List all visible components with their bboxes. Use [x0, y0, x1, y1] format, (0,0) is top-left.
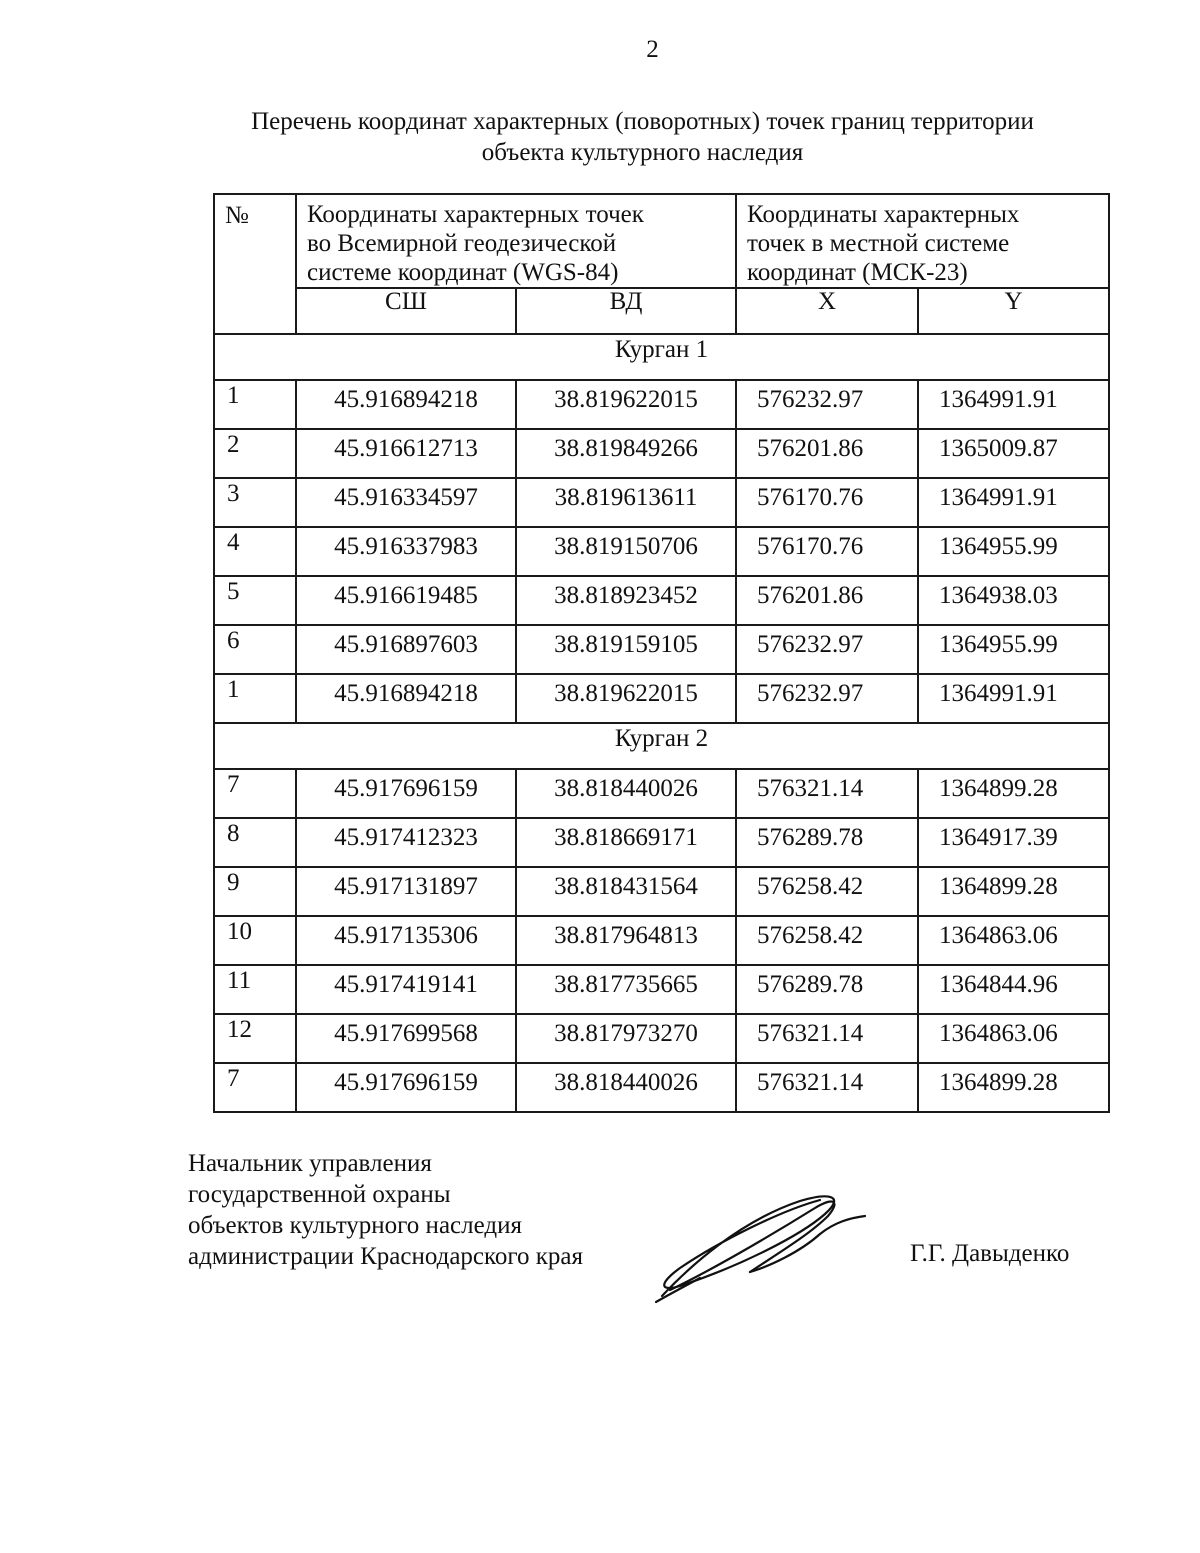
- document-title: [210, 106, 1075, 168]
- header-wgs84-line: Координаты характерных точек: [307, 201, 644, 228]
- x-coordinate-cell: 576201.86: [736, 429, 918, 478]
- longitude-cell: 38.818440026: [516, 769, 736, 818]
- y-coordinate-cell: 1364899.28: [918, 769, 1109, 818]
- table-header-row: [214, 194, 1109, 288]
- signatory-name: Г.Г. Давыденко: [910, 1240, 1070, 1267]
- table-row: [214, 818, 1109, 867]
- point-number-cell: 10: [214, 916, 296, 965]
- header-number: №: [214, 194, 296, 334]
- section-header-row: [214, 334, 1109, 380]
- x-coordinate-cell: 576321.14: [736, 769, 918, 818]
- y-coordinate-cell: 1364863.06: [918, 916, 1109, 965]
- table-row: [214, 674, 1109, 723]
- signatory-line: объектов культурного наследия: [188, 1212, 522, 1239]
- x-coordinate-cell: 576201.86: [736, 576, 918, 625]
- latitude-cell: 45.916619485: [296, 576, 516, 625]
- latitude-cell: 45.917696159: [296, 769, 516, 818]
- point-number-cell: 4: [214, 527, 296, 576]
- header-wgs84-line: системе координат (WGS-84): [307, 259, 619, 286]
- x-coordinate-cell: 576170.76: [736, 527, 918, 576]
- longitude-cell: 38.818923452: [516, 576, 736, 625]
- x-coordinate-cell: 576232.97: [736, 380, 918, 429]
- table-subheader-row: [214, 288, 1109, 334]
- longitude-cell: 38.819622015: [516, 674, 736, 723]
- point-number-cell: 3: [214, 478, 296, 527]
- signatory-line: государственной охраны: [188, 1181, 451, 1208]
- point-number-cell: 2: [214, 429, 296, 478]
- header-msk23: [736, 194, 1109, 288]
- header-msk23-line: координат (МСК-23): [747, 259, 968, 286]
- latitude-cell: 45.916334597: [296, 478, 516, 527]
- coordinates-table-body: [214, 194, 1109, 1112]
- longitude-cell: 38.817973270: [516, 1014, 736, 1063]
- header-x: X: [736, 288, 918, 334]
- y-coordinate-cell: 1364991.91: [918, 478, 1109, 527]
- table-row: [214, 867, 1109, 916]
- x-coordinate-cell: 576289.78: [736, 965, 918, 1014]
- table-row: [214, 1063, 1109, 1112]
- longitude-cell: 38.819622015: [516, 380, 736, 429]
- header-wgs84-line: во Всемирной геодезической: [307, 230, 617, 257]
- header-wgs84: [296, 194, 736, 288]
- table-row: [214, 478, 1109, 527]
- point-number-cell: 12: [214, 1014, 296, 1063]
- y-coordinate-cell: 1364938.03: [918, 576, 1109, 625]
- title-line: объекта культурного наследия: [481, 139, 804, 166]
- longitude-cell: 38.817735665: [516, 965, 736, 1014]
- table-row: [214, 1014, 1109, 1063]
- table-row: [214, 965, 1109, 1014]
- section-title: Курган 1: [214, 334, 1109, 380]
- point-number-cell: 7: [214, 1063, 296, 1112]
- y-coordinate-cell: 1364991.91: [918, 674, 1109, 723]
- y-coordinate-cell: 1364899.28: [918, 867, 1109, 916]
- x-coordinate-cell: 576232.97: [736, 674, 918, 723]
- latitude-cell: 45.916894218: [296, 674, 516, 723]
- y-coordinate-cell: 1364899.28: [918, 1063, 1109, 1112]
- point-number-cell: 7: [214, 769, 296, 818]
- point-number-cell: 1: [214, 674, 296, 723]
- latitude-cell: 45.917696159: [296, 1063, 516, 1112]
- latitude-cell: 45.917131897: [296, 867, 516, 916]
- signatory-position: [188, 1148, 583, 1272]
- x-coordinate-cell: 576321.14: [736, 1063, 918, 1112]
- x-coordinate-cell: 576289.78: [736, 818, 918, 867]
- longitude-cell: 38.817964813: [516, 916, 736, 965]
- header-latitude: СШ: [296, 288, 516, 334]
- latitude-cell: 45.917135306: [296, 916, 516, 965]
- longitude-cell: 38.818669171: [516, 818, 736, 867]
- x-coordinate-cell: 576321.14: [736, 1014, 918, 1063]
- table-row: [214, 769, 1109, 818]
- point-number-cell: 11: [214, 965, 296, 1014]
- latitude-cell: 45.916894218: [296, 380, 516, 429]
- point-number-cell: 1: [214, 380, 296, 429]
- header-longitude: ВД: [516, 288, 736, 334]
- y-coordinate-cell: 1364991.91: [918, 380, 1109, 429]
- latitude-cell: 45.917412323: [296, 818, 516, 867]
- y-coordinate-cell: 1364863.06: [918, 1014, 1109, 1063]
- longitude-cell: 38.819159105: [516, 625, 736, 674]
- section-header-row: [214, 723, 1109, 769]
- coordinates-table: [213, 193, 1110, 1113]
- point-number-cell: 6: [214, 625, 296, 674]
- latitude-cell: 45.917699568: [296, 1014, 516, 1063]
- handwritten-signature: [650, 1186, 870, 1304]
- point-number-cell: 5: [214, 576, 296, 625]
- longitude-cell: 38.818440026: [516, 1063, 736, 1112]
- table-row: [214, 527, 1109, 576]
- x-coordinate-cell: 576258.42: [736, 867, 918, 916]
- point-number-cell: 8: [214, 818, 296, 867]
- longitude-cell: 38.819613611: [516, 478, 736, 527]
- latitude-cell: 45.916337983: [296, 527, 516, 576]
- longitude-cell: 38.819150706: [516, 527, 736, 576]
- y-coordinate-cell: 1364955.99: [918, 527, 1109, 576]
- table-row: [214, 625, 1109, 674]
- x-coordinate-cell: 576258.42: [736, 916, 918, 965]
- table-row: [214, 576, 1109, 625]
- page-number: 2: [646, 36, 659, 63]
- header-msk23-line: точек в местной системе: [747, 230, 1010, 257]
- y-coordinate-cell: 1364844.96: [918, 965, 1109, 1014]
- table-row: [214, 916, 1109, 965]
- signatory-line: Начальник управления: [188, 1150, 432, 1177]
- latitude-cell: 45.916612713: [296, 429, 516, 478]
- table-row: [214, 429, 1109, 478]
- y-coordinate-cell: 1365009.87: [918, 429, 1109, 478]
- y-coordinate-cell: 1364955.99: [918, 625, 1109, 674]
- latitude-cell: 45.917419141: [296, 965, 516, 1014]
- header-msk23-line: Координаты характерных: [747, 201, 1020, 228]
- x-coordinate-cell: 576170.76: [736, 478, 918, 527]
- longitude-cell: 38.819849266: [516, 429, 736, 478]
- longitude-cell: 38.818431564: [516, 867, 736, 916]
- header-y: Y: [918, 288, 1109, 334]
- point-number-cell: 9: [214, 867, 296, 916]
- latitude-cell: 45.916897603: [296, 625, 516, 674]
- y-coordinate-cell: 1364917.39: [918, 818, 1109, 867]
- signatory-line: администрации Краснодарского края: [188, 1243, 584, 1270]
- table-row: [214, 380, 1109, 429]
- section-title: Курган 2: [214, 723, 1109, 769]
- x-coordinate-cell: 576232.97: [736, 625, 918, 674]
- title-line: Перечень координат характерных (поворотных) точек границ территории: [251, 108, 1034, 135]
